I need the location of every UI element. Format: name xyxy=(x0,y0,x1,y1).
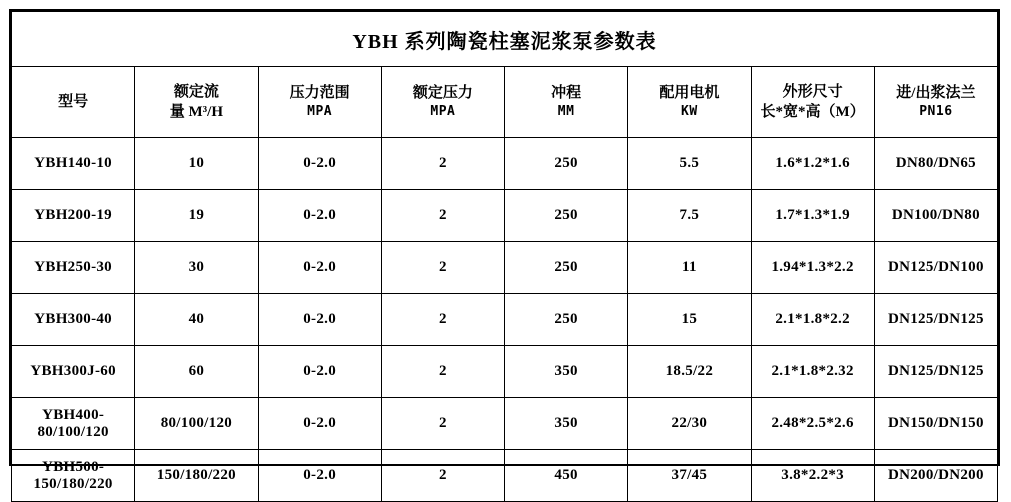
column-header-motor xyxy=(628,67,751,138)
cell-flow: 19 xyxy=(135,190,258,242)
cell-motor: 5.5 xyxy=(628,138,751,190)
parameter-table xyxy=(11,11,998,502)
cell-dimensions: 3.8*2.2*3 xyxy=(751,450,874,502)
cell-flow: 40 xyxy=(135,294,258,346)
cell-dimensions: 2.48*2.5*2.6 xyxy=(751,398,874,450)
table-row xyxy=(12,294,998,346)
cell-pressure-range: 0-2.0 xyxy=(258,242,381,294)
cell-model: YBH300-40 xyxy=(12,294,135,346)
column-header-flange xyxy=(874,67,997,138)
cell-rated-pressure: 2 xyxy=(381,138,504,190)
column-header-stroke xyxy=(505,67,628,138)
column-header-rated-pressure xyxy=(381,67,504,138)
column-header-dimensions xyxy=(751,67,874,138)
cell-stroke: 250 xyxy=(505,294,628,346)
column-header-dimensions-label-line2: 长*宽*高（M） xyxy=(760,104,865,120)
cell-stroke: 250 xyxy=(505,138,628,190)
cell-motor: 7.5 xyxy=(628,190,751,242)
cell-flange: DN200/DN200 xyxy=(874,450,997,502)
column-header-flow-label-line1: 额定流 xyxy=(173,83,219,100)
cell-rated-pressure: 2 xyxy=(381,346,504,398)
cell-flange: DN125/DN100 xyxy=(874,242,997,294)
column-header-stroke-unit: MM xyxy=(557,104,575,120)
column-header-motor-unit: KW xyxy=(681,104,698,120)
cell-dimensions: 1.7*1.3*1.9 xyxy=(751,190,874,242)
cell-flange: DN125/DN125 xyxy=(874,346,997,398)
cell-model: YBH500-150/180/220 xyxy=(12,450,135,502)
cell-model: YBH400-80/100/120 xyxy=(12,398,135,450)
column-header-flow xyxy=(135,67,258,138)
table-row xyxy=(12,346,998,398)
column-header-stroke-label: 冲程 xyxy=(551,85,582,102)
column-header-flange-unit: PN16 xyxy=(919,104,953,120)
cell-flow: 80/100/120 xyxy=(135,398,258,450)
cell-flange: DN150/DN150 xyxy=(874,398,997,450)
column-header-dimensions-label-line1: 外形尺寸 xyxy=(782,83,843,100)
table-row xyxy=(12,398,998,450)
cell-rated-pressure: 2 xyxy=(381,450,504,502)
column-header-model xyxy=(12,67,135,138)
cell-motor: 11 xyxy=(628,242,751,294)
cell-rated-pressure: 2 xyxy=(381,294,504,346)
column-header-pressure-range xyxy=(258,67,381,138)
cell-flow: 60 xyxy=(135,346,258,398)
table-title-row xyxy=(12,12,998,67)
cell-stroke: 250 xyxy=(505,190,628,242)
cell-pressure-range: 0-2.0 xyxy=(258,450,381,502)
cell-flange: DN125/DN125 xyxy=(874,294,997,346)
column-header-pressure-range-label: 压力范围 xyxy=(289,85,350,102)
cell-pressure-range: 0-2.0 xyxy=(258,190,381,242)
cell-flange: DN100/DN80 xyxy=(874,190,997,242)
column-header-model-label: 型号 xyxy=(58,93,89,110)
table-header-row xyxy=(12,67,998,138)
cell-pressure-range: 0-2.0 xyxy=(258,294,381,346)
cell-dimensions: 1.94*1.3*2.2 xyxy=(751,242,874,294)
cell-model: YBH140-10 xyxy=(12,138,135,190)
column-header-rated-pressure-unit: MPA xyxy=(430,104,456,120)
page-title: YBH 系列陶瓷柱塞泥浆泵参数表 xyxy=(12,12,998,67)
cell-rated-pressure: 2 xyxy=(381,242,504,294)
column-header-flange-label: 进/出浆法兰 xyxy=(896,85,976,102)
column-header-rated-pressure-label: 额定压力 xyxy=(412,85,473,102)
cell-motor: 15 xyxy=(628,294,751,346)
cell-motor: 37/45 xyxy=(628,450,751,502)
cell-stroke: 350 xyxy=(505,346,628,398)
cell-rated-pressure: 2 xyxy=(381,190,504,242)
cell-motor: 22/30 xyxy=(628,398,751,450)
column-header-pressure-range-unit: MPA xyxy=(307,104,333,120)
cell-model: YBH250-30 xyxy=(12,242,135,294)
table-row xyxy=(12,190,998,242)
cell-motor: 18.5/22 xyxy=(628,346,751,398)
cell-rated-pressure: 2 xyxy=(381,398,504,450)
cell-flange: DN80/DN65 xyxy=(874,138,997,190)
cell-stroke: 250 xyxy=(505,242,628,294)
cell-pressure-range: 0-2.0 xyxy=(258,346,381,398)
cell-dimensions: 2.1*1.8*2.32 xyxy=(751,346,874,398)
cell-pressure-range: 0-2.0 xyxy=(258,398,381,450)
cell-dimensions: 2.1*1.8*2.2 xyxy=(751,294,874,346)
cell-model: YBH200-19 xyxy=(12,190,135,242)
cell-dimensions: 1.6*1.2*1.6 xyxy=(751,138,874,190)
column-header-flow-label-line2: 量 M³/H xyxy=(169,104,223,120)
cell-stroke: 450 xyxy=(505,450,628,502)
cell-flow: 10 xyxy=(135,138,258,190)
cell-flow: 30 xyxy=(135,242,258,294)
table-row xyxy=(12,138,998,190)
parameter-sheet xyxy=(9,9,1000,492)
column-header-motor-label: 配用电机 xyxy=(659,85,720,102)
cell-flow: 150/180/220 xyxy=(135,450,258,502)
cell-model: YBH300J-60 xyxy=(12,346,135,398)
cell-stroke: 350 xyxy=(505,398,628,450)
table-row xyxy=(12,242,998,294)
cell-pressure-range: 0-2.0 xyxy=(258,138,381,190)
